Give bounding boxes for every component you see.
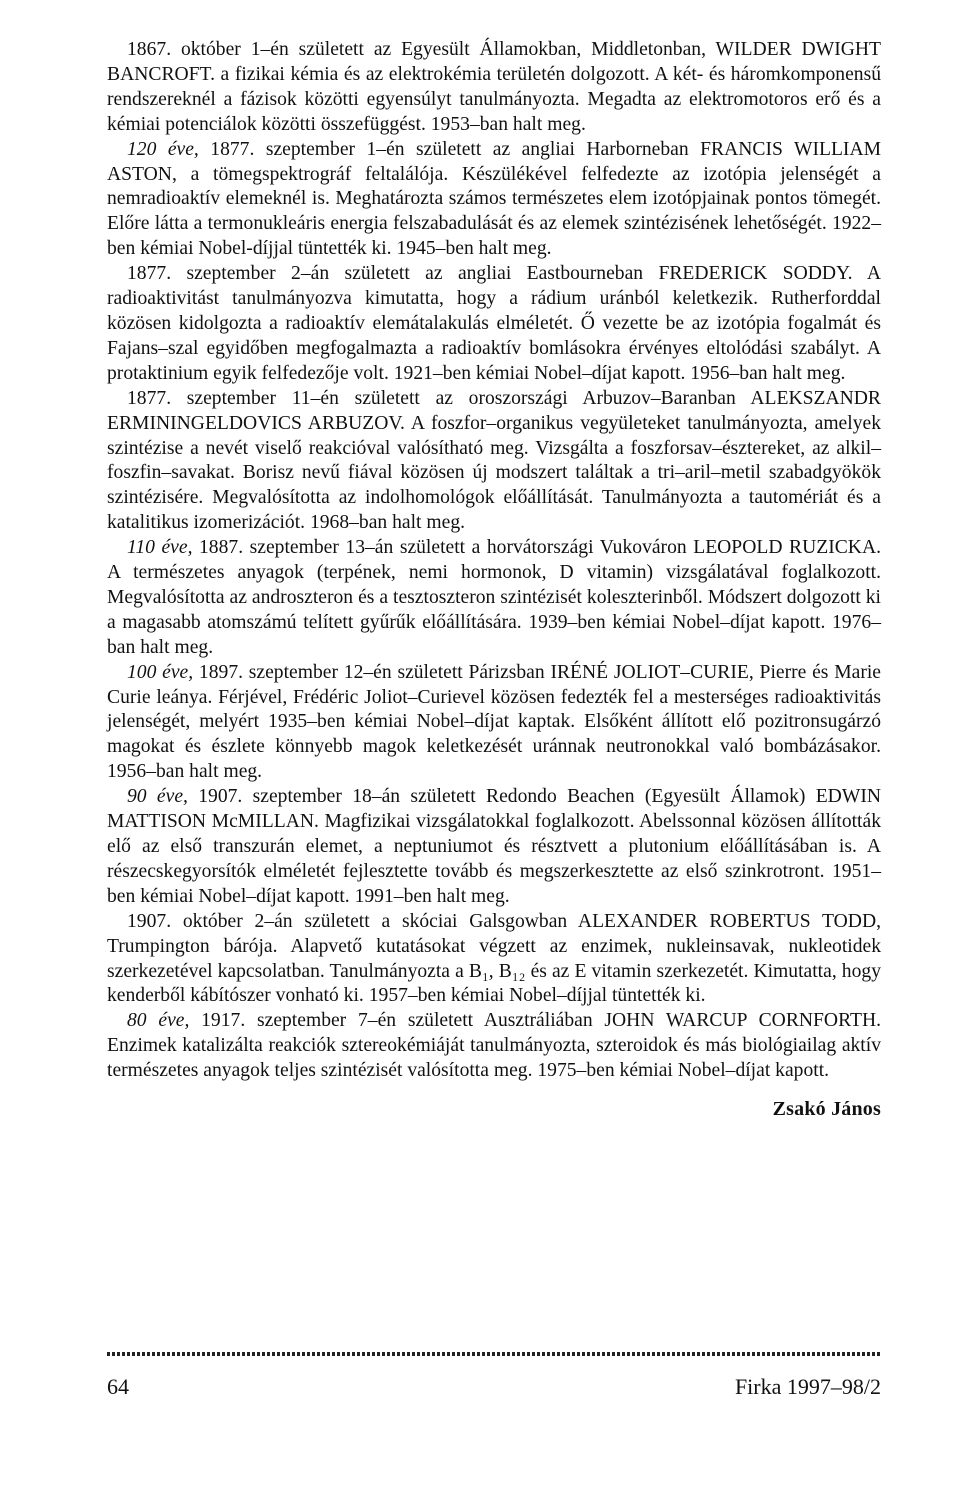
anniversary-label: 120 éve, (127, 138, 199, 160)
paragraph-mcmillan (107, 785, 881, 910)
paragraph-text: 1877. szeptember 11–én született az oroszországi Arbuzov–Baranban ALEKSZANDR ERMININGELDOVICS ARBUZOV. A foszfor–organikus vegyületeket tanulmányozta, amelyek szintézise a nevét viselő reakcióval valósítható meg. Vizsgálta a foszforsav–észtereket, az alkil–foszfin–savakat. Borisz nevű fiával közösen új modszert találtak a tri–aril–metil szabadgyökök szintézisére. Megvalósította az indolhomológok előállítását. Tanulmányozta a tautomériát és a katalitikus izomerizációt. 1968–ban halt meg. (107, 387, 881, 534)
anniversary-label: 90 éve, (127, 786, 188, 808)
paragraph-aston (107, 138, 881, 263)
paragraph-text: 1877. szeptember 1–én született az angliai Harborneban FRANCIS WILLIAM ASTON, a tömegspektrográf feltalálója. Készülékével felfedezte az izotópia jelenségét a nemradioaktív elemeknél is. Meghatározta számos természetes elem izotópjainak pontos tömegét. Előre látta a termonukleáris energia felszabadulását és az elemek szintézisének lehetőségét. 1922–ben kémiai Nobel-díjjal tüntették ki. 1945–ben halt meg. (107, 138, 882, 260)
paragraph-soddy (107, 262, 881, 387)
paragraph-text: 1907. szeptember 18–án született Redondo Beachen (Egyesült Államok) EDWIN MATTISON McMILLAN. Magfizikai vizsgálatokkal foglalkozott. Abelssonnal közösen állították elő az első transzurán elemet, a neptuniumot és résztvett a plutonium előállításában is. A részecskegyorsítók elméletét fejlesztette tovább és megszerkesztette az első szinkrotront. 1951–ben kémiai Nobel–díjat kapott. 1991–ben halt meg. (107, 786, 882, 907)
journal-issue: Firka 1997–98/2 (734, 1374, 881, 1399)
paragraph-todd (107, 910, 881, 1010)
article-body (107, 38, 881, 1121)
anniversary-label: 80 éve, (127, 1010, 190, 1032)
page-footer (107, 1374, 881, 1400)
paragraph-arbuzov (107, 387, 881, 536)
paragraph-ruzicka (107, 536, 881, 661)
page-number: 64 (107, 1374, 129, 1399)
footer-divider (107, 1352, 881, 1356)
paragraph-text: 1897. szeptember 12–én született Párizsban IRÉNÉ JOLIOT–CURIE, Pierre és Marie Curie leánya. Férjével, Frédéric Joliot–Curievel közösen fedezték fel a mesterséges radioaktivitás jelenségét, melyért 1935–ben kémiai Nobel–díjat kaptak. Elsőként állított elő pozitronsugárzó magokat és észlete könnyebb magok keletkezését uránnak neutronokkal való bombázásakor. 1956–ban halt meg. (107, 661, 881, 783)
paragraph-cornforth (107, 1009, 881, 1084)
paragraph-joliot-curie (107, 661, 881, 786)
paragraph-text: 1877. szeptember 2–án született az angliai Eastbourneban FREDERICK SODDY. A radioaktivitást tanulmányozva kimutatta, hogy a rádium uránból keletkezik. Rutherforddal közösen kidolgozta a radioaktív elemátalakulás elméletét. Ő vezette be az izotópia fogalmát és Fajans–szal egyidőben megfogalmazta a radioaktív bomlásokra érvényes eltolódási szabályt. A protaktinium egyik felfedezője volt. 1921–ben kémiai Nobel–díjat kapott. 1956–ban halt meg. (107, 263, 881, 384)
paragraph-text: 1917. szeptember 7–én született Ausztráliában JOHN WARCUP CORNFORTH. Enzimek katalizálta reakciók sztereokémiáját tanulmányozta, szteroidok és más biológiailag aktív természetes anyagok teljes szintézisét valósította meg. 1975–ben kémiai Nobel–díjat kapott. (107, 1010, 881, 1082)
paragraph-bancroft (107, 38, 881, 138)
paragraph-text: 1887. szeptember 13–án született a horvátországi Vukováron LEOPOLD RUZICKA. A természetes anyagok (terpének, nemi hormonok, D vitamin) vizsgálatával foglalkozott. Megvalósította az androszteron és a tesztoszteron szintézisét koleszterinből. Módszert dolgozott ki a magasabb atomszámú telített gyűrűk előállítására. 1939–ben kémiai Nobel–díjat kapott. 1976–ban halt meg. (107, 537, 881, 658)
anniversary-label: 100 éve, (127, 661, 194, 683)
author-signature: Zsakó János (772, 1098, 881, 1121)
paragraph-text: 1867. október 1–én született az Egyesült Államokban, Middletonban, WILDER DWIGHT BANCROFT. a fizikai kémia és az elektrokémia területén dolgozott. A két- és háromkomponensű rendszereknél a fázisok közötti egyensúlyt tanulmányozta. Megadta az elektromotoros erő és a kémiai potenciálok közötti összefüggést. 1953–ban halt meg. (107, 39, 881, 135)
paragraph-text: 1907. október 2–án született a skóciai Galsgowban ALEXANDER ROBERTUS TODD, Trumpington bárója. Alapvető kutatásokat végzett az enzimek, nukleinsavak, nukleotidek szerkezetével kapcsolatban. Tanulmányozta a B₁, B₁₂ és az E vitamin szerkezetét. Kimutatta, hogy kenderből kábítószer vonható ki. 1957–ben kémiai Nobel–díjjal tüntették ki. (107, 910, 881, 1007)
anniversary-label: 110 éve, (127, 537, 193, 559)
